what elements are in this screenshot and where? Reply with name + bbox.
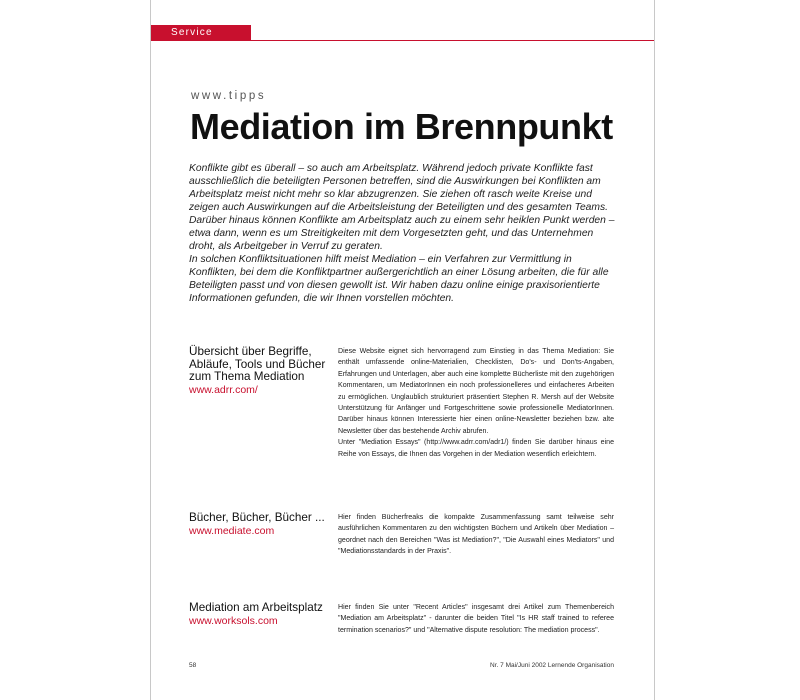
entry-paragraph: Hier finden Sie unter "Recent Articles" insgesamt drei Artikel zum Themenbereich "Mediation am Arbeitsplatz" - darunter die beiden Titel "Is HR staff trained to referee termination scenarios?" und "Alternative dispute resolution: The mediation process".: [338, 604, 614, 634]
entry-heading: [189, 346, 329, 396]
entry-title: Bücher, Bücher, Bücher ...: [189, 511, 325, 524]
intro-paragraph: Konflikte gibt es überall – so auch am Arbeitsplatz. Während jedoch private Konflikte fast ausschließlich die beteiligten Personen betreffen, sind die Auswirkungen bei Konflikten am Arbeitsplatz meist nicht mehr so klar abzugrenzen. Sie ziehen oft rasch weite Kreise und zeigen auch Auswirkungen auf die Arbeitsleistung der Beteiligten und des gesamten Teams. Darüber hinaus können Konflikte am Arbeitsplatz auch zu einem sehr heiklen Punkt werden – etwa dann, wenn es um Streitigkeiten mit dem Vorgesetzten geht, und das Unternehmen droht, als Arbeitgeber in Verruf zu geraten.: [189, 163, 615, 253]
section-rule: [251, 40, 654, 41]
entry-heading: [189, 512, 329, 537]
entry-description: [338, 512, 614, 558]
entry-title: Mediation am Arbeitsplatz: [189, 601, 323, 614]
magazine-page: [150, 0, 655, 700]
issue-info: Nr. 7 Mai/Juni 2002 Lernende Organisation: [490, 662, 614, 669]
article-title: Mediation im Brennpunkt: [190, 106, 613, 147]
entry-description: [338, 602, 614, 636]
section-label: Service: [171, 27, 213, 38]
entry-heading: [189, 602, 329, 627]
article-intro: [189, 162, 621, 306]
entry-paragraph: Diese Website eignet sich hervorragend zum Einstieg in das Thema Mediation: Sie enthält umfassende online-Materialien, Checklisten, Do's- und Don'ts-Angaben, Erfahrungen und Unterlagen, aber auch eine komplette Bücherliste mit den zugehörigen Kommentaren, um MediatorInnen ein noch professionelleres und einfacheres Arbeiten zu ermöglichen. Unglaublich strukturiert präsentiert Stephen R. Mersh auf der Website Unterstützung für Anfänger und Fortgeschrittene sowie professionelle MediatorInnen. Darüber hinaus können Interessierte hier einen online-Newsletter beziehen bzw. alte Newsletter über das bestehende Archiv abrufen.: [338, 348, 614, 435]
article-kicker: www.tipps: [191, 90, 267, 102]
intro-paragraph: In solchen Konfliktsituationen hilft meist Mediation – ein Verfahren zur Vermittlung in Konflikten, bei dem die Konfliktpartner außergerichtlich an einer Lösung arbeiten, die für alle Beteiligten passt und von diesen gewollt ist. Wir haben dazu online einige praxisorientierte Informationen gefunden, die wir Ihnen vorstellen möchten.: [189, 254, 609, 305]
entry-link[interactable]: www.mediate.com: [189, 524, 275, 537]
entry-link[interactable]: www.adrr.com/: [189, 383, 258, 396]
page-number: 58: [189, 662, 197, 669]
entry-paragraph: Hier finden Bücherfreaks die kompakte Zusammenfassung samt teilweise sehr ausführlichen Kommentaren zu den wichtigsten Büchern und Artikeln über Mediation – geordnet nach den Bereichen "Was ist Mediation?", "Die Auswahl eines Mediators" und "Mediationsstandards in der Praxis".: [338, 514, 614, 556]
entry-link[interactable]: www.worksols.com: [189, 614, 278, 627]
entry-description: [338, 346, 614, 460]
entry-title: Übersicht über Begriffe, Abläufe, Tools und Bücher zum Thema Mediation: [189, 345, 326, 383]
entry-paragraph: Unter "Mediation Essays" (http://www.adrr.com/adr1/) finden Sie darüber hinaus eine Reihe von Essays, die Ihnen das Vorgehen in der Mediation wesentlich erleichtern.: [338, 439, 614, 458]
